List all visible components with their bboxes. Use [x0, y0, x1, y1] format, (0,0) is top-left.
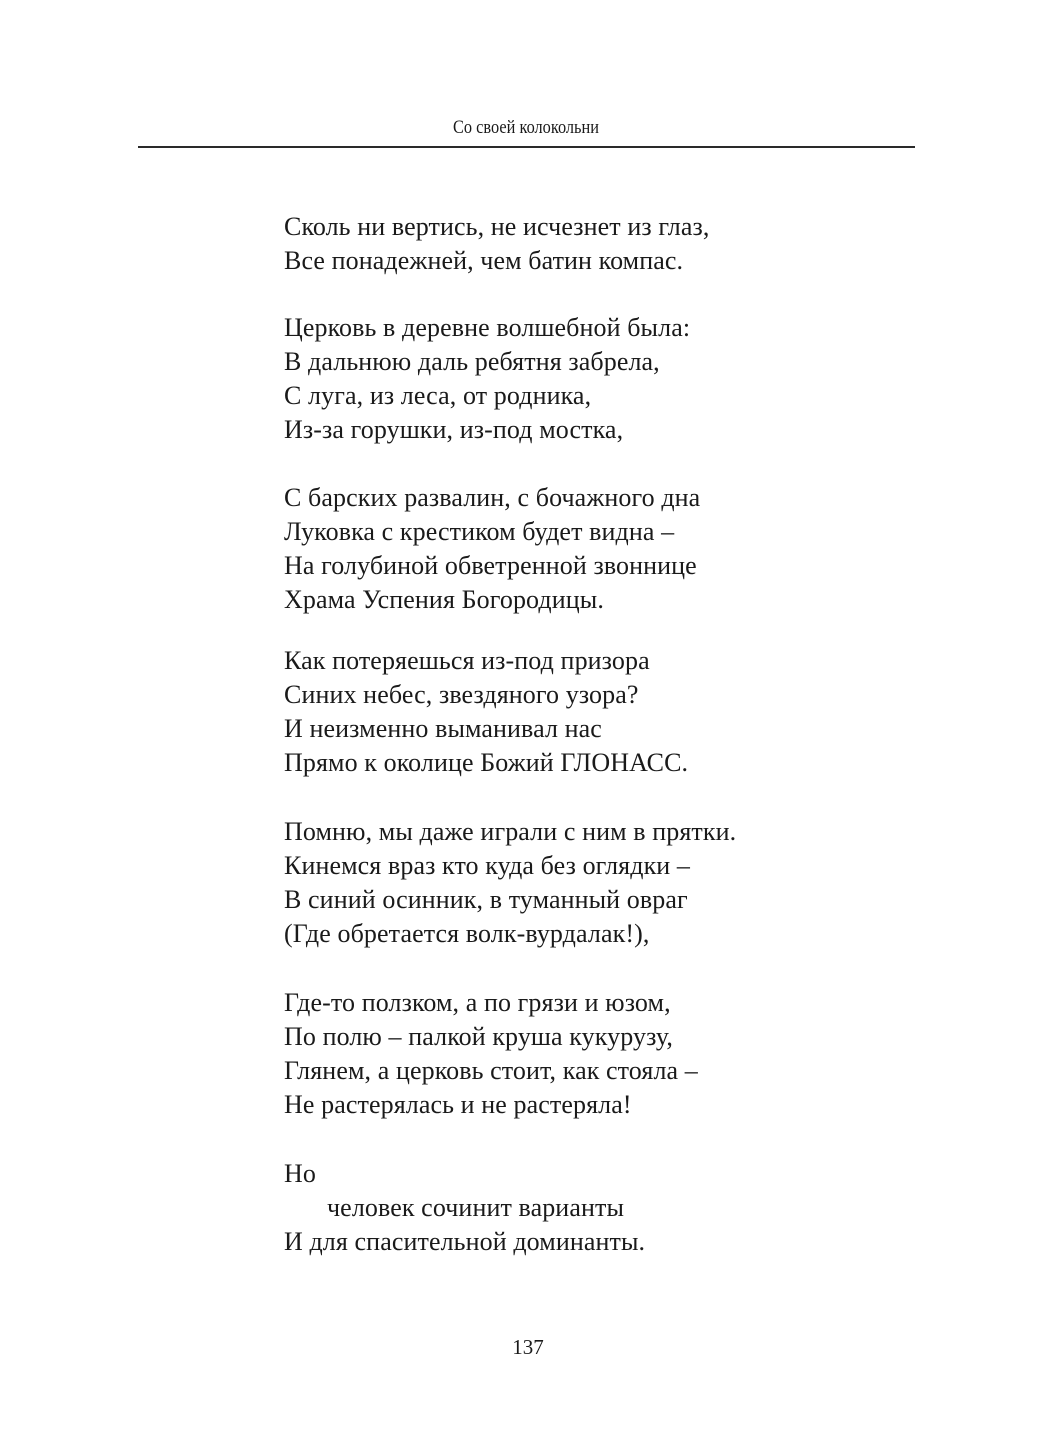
poem-line: Церковь в деревне волшебной была:	[284, 313, 691, 342]
poem-line: Луковка с крестиком будет видна –	[284, 517, 675, 546]
poem-line: Сколь ни вертись, не исчезнет из глаз,	[284, 212, 710, 241]
header-rule	[138, 146, 915, 148]
poem-line: Синих небес, звездяного узора?	[284, 680, 639, 709]
poem-line: И неизменно выманивал нас	[284, 714, 602, 743]
poem-line: Прямо к околице Божий ГЛОНАСС.	[284, 748, 689, 777]
stanza-3	[284, 481, 904, 617]
stanza-6	[284, 986, 904, 1122]
poem-line: Храма Успения Богородицы.	[284, 585, 604, 614]
stanza-2	[284, 311, 904, 447]
poem-line: Где-то ползком, а по грязи и юзом,	[284, 988, 671, 1017]
poem-line: Но	[284, 1159, 316, 1188]
poem-line: С барских развалин, с бочажного дна	[284, 483, 701, 512]
stanza-7	[284, 1157, 904, 1259]
poem-line: В синий осинник, в туманный овраг	[284, 885, 688, 914]
poem-line: Из-за горушки, из-под мостка,	[284, 415, 624, 444]
poem-line: По полю – палкой круша кукурузу,	[284, 1022, 673, 1051]
running-head	[74, 116, 968, 140]
poem-line: (Где обретается волк-вурдалак!),	[284, 919, 650, 948]
poem-line: Не растерялась и не растеряла!	[284, 1090, 632, 1119]
poem-line: В дальнюю даль ребятня забрела,	[284, 347, 660, 376]
stanza-4	[284, 644, 904, 780]
poem-line: На голубиной обветренной звоннице	[284, 551, 697, 580]
poem-line: Кинемся враз кто куда без оглядки –	[284, 851, 691, 880]
stanza-5	[284, 815, 904, 951]
poem-line: С луга, из леса, от родника,	[284, 381, 592, 410]
poem-line-indented: человек сочинит варианты	[327, 1193, 625, 1222]
stanza-1	[284, 210, 904, 278]
page-number-text: 137	[512, 1335, 544, 1359]
poem-line: И для спасительной доминанты.	[284, 1227, 646, 1256]
poem-line: Помню, мы даже играли с ним в прятки.	[284, 817, 737, 846]
running-title: Со своей колокольни	[452, 117, 600, 138]
poem-line: Все понадежней, чем батин компас.	[284, 246, 684, 275]
page-number	[0, 1334, 1039, 1360]
poem-line: Как потеряешься из-под призора	[284, 646, 650, 675]
poem-line: Глянем, а церковь стоит, как стояла –	[284, 1056, 698, 1085]
